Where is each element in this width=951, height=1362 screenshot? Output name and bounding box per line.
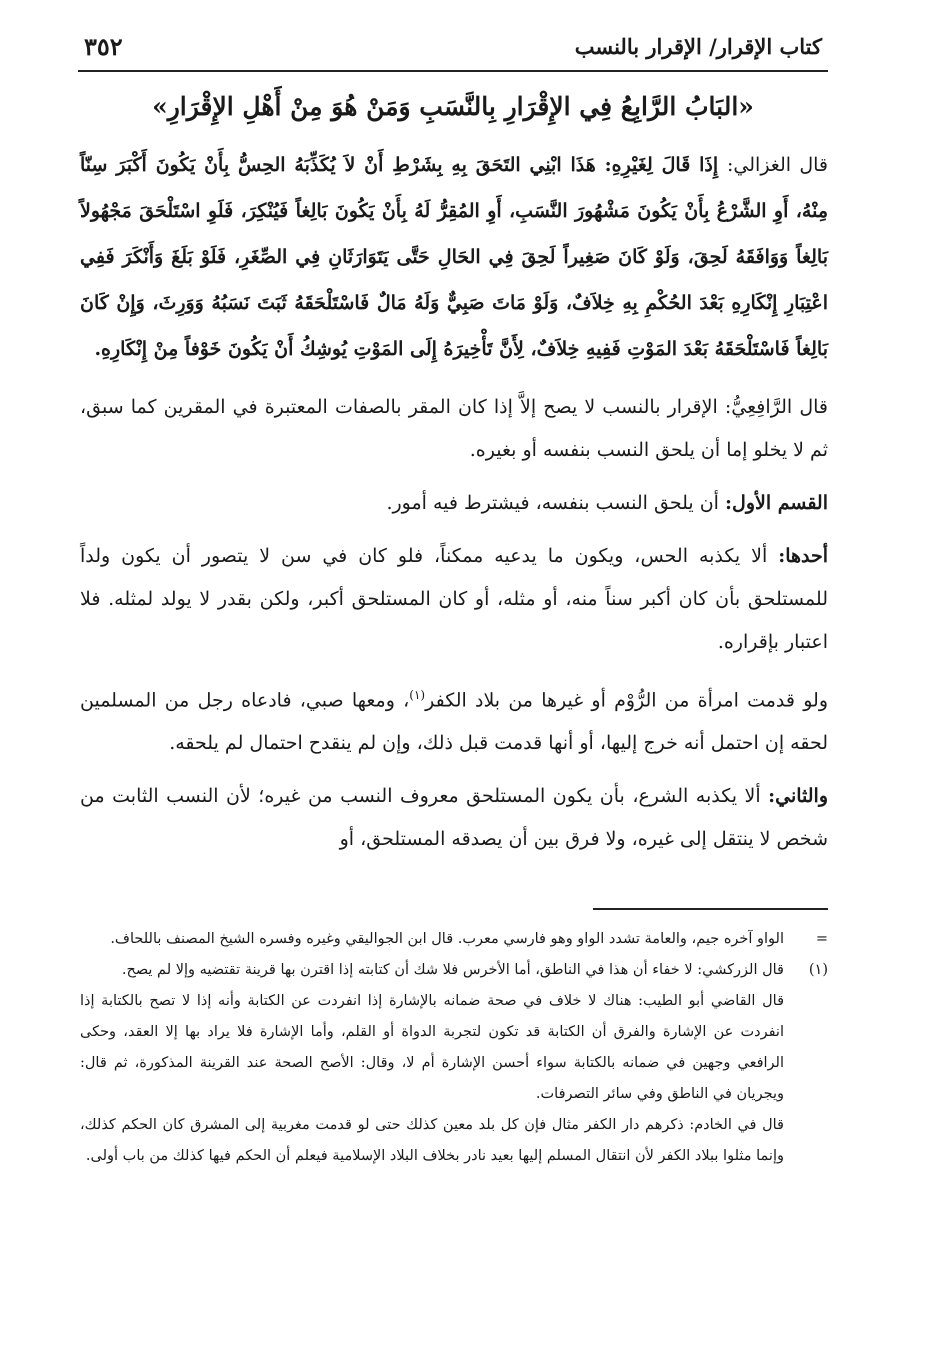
paragraph-lead: القسم الأول: xyxy=(725,492,828,514)
footnote-mark: = xyxy=(815,931,828,947)
footnote-1-continuation: قال القاضي أبو الطيب: هناك لا خلاف في صحة ضمانه بالإشارة إذا انفردت عن الكتابة وأنه إذا لا تصح بالكتابة إذا انفردت عن الإشارة والفرق أن الكتابة قد تكون لتجربة الدواة أو القلم، وأما الإشارة فلا يراد بها إلا العقد، وحكى الرافعي وجهين في ضمانه بالكتابة سواء أحسن الإشارة أم لا، وقال: الأصح الصحة عند القرينة المذكورة، ثم قال: ويجريان في الناطق وفي سائر التصرفات. xyxy=(80,993,784,1102)
paragraph-text: ألا يكذبه الحس، ويكون ما يدعيه ممكناً، فلو كان في سن لا يتصور أن يكون ولداً للمستلحق بأن كان أكبر سناً منه، أو مثله، أو كان المستلحق أكبر، ولكن بقدر لا يولد لمثله. فلا اعتبار بإقراره. xyxy=(80,545,828,653)
header-section-title: كتاب الإقرار/ الإقرار بالنسب xyxy=(574,34,822,59)
paragraph-text-after: ، ومعها صبي، فادعاه رجل من المسلمين لحقه إن احتمل أنه خرج إليها، أو أنها قدمت قبل ذلك، وإن لم ينقدح احتمال لم يلحقه. xyxy=(80,689,828,755)
paragraph-second-condition xyxy=(80,775,828,861)
paragraph-lead: قال الرَّافِعِيُّ: xyxy=(724,396,828,418)
footnotes xyxy=(80,908,828,1172)
footnote-text: قال الزركشي: لا خفاء أن هذا في الناطق، أما الأخرس فلا شك أن كتابته إذا اقترن بها قرينة تقتضيه وإلا لم يصح. xyxy=(121,962,784,978)
paragraph-rafii xyxy=(80,386,828,472)
chapter-title: «البَابُ الرَّابِعُ فِي الإِقْرَارِ بِالنَّسَبِ وَمَنْ هُوَ مِنْ أَهْلِ الإِقْرَارِ» xyxy=(152,92,754,121)
paragraph-lead: أحدها: xyxy=(778,545,829,567)
paragraph-text: ألا يكذبه الشرع، بأن يكون المستلحق معروف النسب من غيره؛ لأن النسب الثابت من شخص لا ينتقل إلى غيره، ولا فرق بين أن يصدقه المستلحق، أو xyxy=(80,785,828,851)
paragraph-text: الإقرار بالنسب لا يصح إلاَّ إذا كان المقر بالصفات المعتبرة في المقرين كما سبق، ثم لا يخلو إما أن يلحق النسب بنفسه أو بغيره. xyxy=(80,396,828,461)
footnote-mark: (١) xyxy=(808,962,828,978)
footnote-continued xyxy=(80,924,828,955)
footnote-1-continuation: قال في الخادم: ذكرهم دار الكفر مثال فإن كل بلد معين كذلك حتى لو قدمت مغربية إلى المشرق كان الحكم كذلك، وإنما مثلوا ببلاد الكفر لأن انتقال المسلم إليها بعيد نادر بخلاف البلاد الإسلامية فيعلم أن الحكم فيها كذلك من باب أولى. xyxy=(80,1117,784,1164)
footnote-reference[interactable]: (١) xyxy=(409,688,426,702)
paragraph-first-section xyxy=(80,482,828,525)
ghazali-text: إِذَا قَالَ لِغَيْرِهِ: هَذَا ابْنِي التَحَقَ بِهِ بِشَرْطِ أَنْ لاَ يُكَذِّبَهُ الحِسُّ بِأَنْ يَكُونَ أَكْبَرَ سِنّاً مِنْهُ، أَوِ الشَّرْعُ بِأَنْ يَكُونَ مَشْهُورَ النَّسَبِ، أَوِ المُقِرُّ لَهُ بِأَنْ يَكُونَ بَالِغاً فَيُنْكِرَ، فَلَوِ اسْتَلْحَقَ مَجْهُولاً بَالِغاً وَوَافَقَهُ لَحِقَ، وَلَوْ كَانَ صَغِيراً لَحِقَ فِي الحَالِ حَتَّى يَتَوَارَثَانِ فِي الصِّغَرِ، فَلَوْ بَلَغَ وَأَنْكَرَ فَفِي اعْتِبَارِ إِنْكَارِهِ بَعْدَ الحُكْمِ بِهِ خِلاَفٌ، وَلَوْ مَاتَ صَبِيٌّ وَلَهُ مَالٌ فَاسْتَلْحَقَهُ ثَبَتَ نَسَبُهُ وَوَرِثَ، وَإِنْ كَانَ بَالِغاً فَاسْتَلْحَقَهُ بَعْدَ المَوْتِ فَفِيهِ خِلاَفٌ، لِأَنَّ تَأْخِيرَهُ إِلَى المَوْتِ يُوشِكُ أَنْ يَكُونَ خَوْفاً مِنْ إِنْكَارِهِ. xyxy=(80,154,828,360)
paragraph-text: أن يلحق النسب بنفسه، فيشترط فيه أمور. xyxy=(386,492,719,514)
footnote-divider xyxy=(593,908,828,910)
main-text xyxy=(80,142,828,871)
paragraph-woman-example xyxy=(80,674,828,765)
running-header xyxy=(78,30,828,72)
paragraph-lead: والثاني: xyxy=(768,785,829,808)
ghazali-lead: قال الغزالي: xyxy=(727,154,828,176)
paragraph-first-condition xyxy=(80,535,828,664)
paragraph-text-before: ولو قدمت امرأة من الرُّوْم أو غيرها من بلاد الكفر xyxy=(425,689,828,712)
footnote-1 xyxy=(80,955,828,986)
ghazali-quote xyxy=(80,142,828,372)
footnote-text: الواو آخره جيم، والعامة تشدد الواو وهو فارسي معرب. قال ابن الجواليقي وغيره وفسره الشيخ المصنف باللحاف. xyxy=(110,931,784,947)
page-number: ٣٥٢ xyxy=(84,32,123,61)
